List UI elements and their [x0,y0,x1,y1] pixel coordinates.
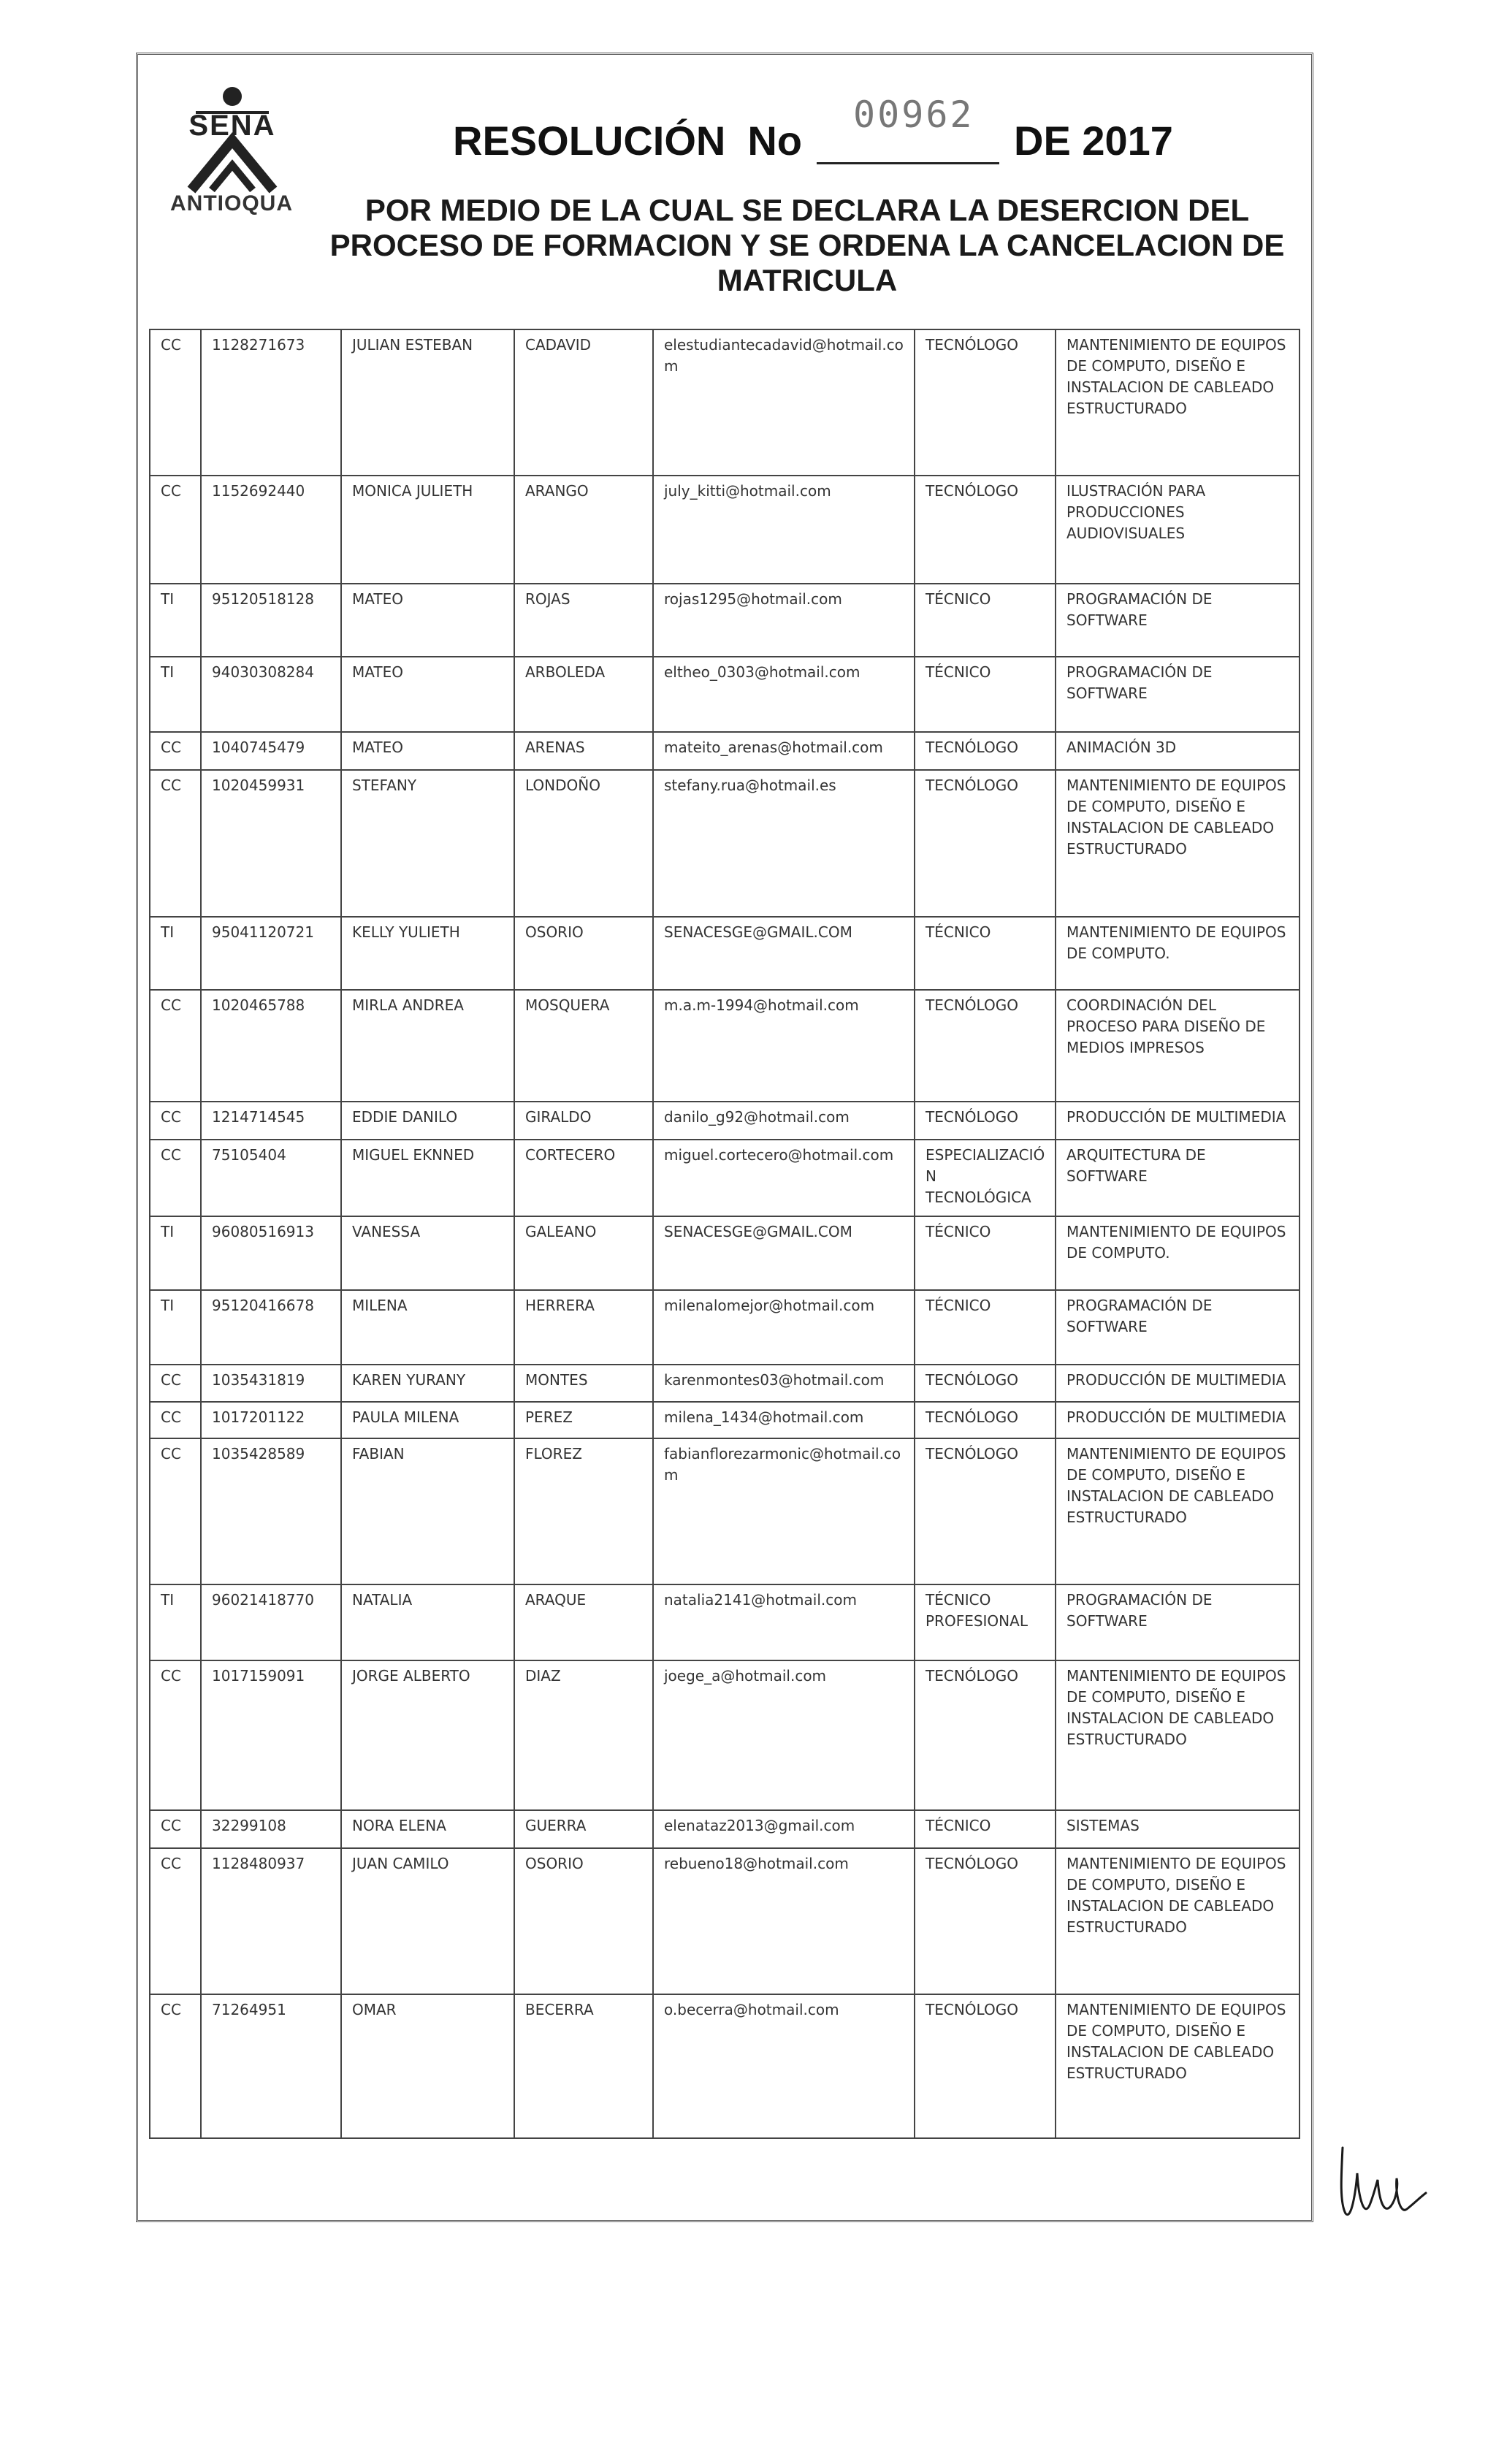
cell-correo: rebueno18@hotmail.com [653,1848,915,1994]
cell-apellido: ARAQUE [514,1584,653,1660]
table-row [150,657,1300,732]
cell-documento: 1020459931 [201,770,341,917]
cell-tipo: CC [150,1994,201,2138]
cell-programa: PROGRAMACIÓN DE SOFTWARE [1056,1584,1300,1660]
cell-correo: milena_1434@hotmail.com [653,1402,915,1438]
cell-programa: MANTENIMIENTO DE EQUIPOS DE COMPUTO, DISEÑO E INSTALACION DE CABLEADO ESTRUCTURADO [1056,329,1300,476]
cell-nombres: STEFANY [341,770,514,917]
cell-nivel: TÉCNICO PROFESIONAL [915,1584,1056,1660]
table-row [150,1216,1300,1290]
cell-documento: 95120518128 [201,584,341,657]
cell-nivel: TÉCNICO [915,917,1056,990]
cell-correo: SENACESGE@GMAIL.COM [653,1216,915,1290]
cell-apellido: ROJAS [514,584,653,657]
cell-tipo: CC [150,1438,201,1584]
cell-correo: SENACESGE@GMAIL.COM [653,917,915,990]
cell-nivel: TECNÓLOGO [915,329,1056,476]
cell-programa: MANTENIMIENTO DE EQUIPOS DE COMPUTO, DISEÑO E INSTALACION DE CABLEADO ESTRUCTURADO [1056,1438,1300,1584]
cell-programa: ANIMACIÓN 3D [1056,732,1300,770]
cell-nombres: JUAN CAMILO [341,1848,514,1994]
cell-nombres: MONICA JULIETH [341,476,514,584]
title-year: DE 2017 [1014,118,1173,164]
table-row [150,732,1300,770]
cell-programa: ARQUITECTURA DE SOFTWARE [1056,1140,1300,1216]
cell-nivel: TÉCNICO [915,1216,1056,1290]
cell-documento: 1017201122 [201,1402,341,1438]
cell-nombres: OMAR [341,1994,514,2138]
cell-documento: 32299108 [201,1810,341,1848]
cell-programa: PRODUCCIÓN DE MULTIMEDIA [1056,1402,1300,1438]
cell-nivel: TECNÓLOGO [915,770,1056,917]
cell-correo: milenalomejor@hotmail.com [653,1290,915,1365]
cell-correo: karenmontes03@hotmail.com [653,1365,915,1402]
cell-tipo: TI [150,917,201,990]
cell-tipo: CC [150,1140,201,1216]
cell-apellido: GIRALDO [514,1102,653,1140]
table-row [150,476,1300,584]
cell-correo: elenataz2013@gmail.com [653,1810,915,1848]
table-row [150,1140,1300,1216]
cell-nivel: TECNÓLOGO [915,1365,1056,1402]
cell-programa: PRODUCCIÓN DE MULTIMEDIA [1056,1365,1300,1402]
cell-apellido: CADAVID [514,329,653,476]
cell-tipo: CC [150,1402,201,1438]
cell-apellido: PEREZ [514,1402,653,1438]
cell-programa: PROGRAMACIÓN DE SOFTWARE [1056,1290,1300,1365]
cell-nombres: JORGE ALBERTO [341,1660,514,1810]
cell-nivel: ESPECIALIZACIÓN TECNOLÓGICA [915,1140,1056,1216]
students-table [149,329,1300,2139]
resolution-number-line [817,94,999,164]
cell-documento: 1020465788 [201,990,341,1102]
cell-nivel: TECNÓLOGO [915,1994,1056,2138]
cell-correo: stefany.rua@hotmail.es [653,770,915,917]
cell-correo: miguel.cortecero@hotmail.com [653,1140,915,1216]
cell-apellido: OSORIO [514,1848,653,1994]
cell-nivel: TECNÓLOGO [915,1402,1056,1438]
cell-documento: 94030308284 [201,657,341,732]
cell-apellido: BECERRA [514,1994,653,2138]
cell-tipo: TI [150,584,201,657]
cell-programa: PROGRAMACIÓN DE SOFTWARE [1056,584,1300,657]
cell-correo: joege_a@hotmail.com [653,1660,915,1810]
cell-nivel: TÉCNICO [915,1290,1056,1365]
cell-tipo: TI [150,1584,201,1660]
cell-nombres: EDDIE DANILO [341,1102,514,1140]
table-row [150,584,1300,657]
cell-documento: 1128480937 [201,1848,341,1994]
title-no-label: No [747,118,803,164]
cell-documento: 1040745479 [201,732,341,770]
cell-apellido: HERRERA [514,1290,653,1365]
cell-documento: 96080516913 [201,1216,341,1290]
cell-nivel: TECNÓLOGO [915,1102,1056,1140]
cell-programa: COORDINACIÓN DEL PROCESO PARA DISEÑO DE MEDIOS IMPRESOS [1056,990,1300,1102]
cell-nombres: KAREN YURANY [341,1365,514,1402]
cell-tipo: CC [150,1660,201,1810]
cell-documento: 95120416678 [201,1290,341,1365]
cell-apellido: ARANGO [514,476,653,584]
cell-documento: 1035428589 [201,1438,341,1584]
table-row [150,990,1300,1102]
cell-tipo: CC [150,770,201,917]
cell-tipo: CC [150,1365,201,1402]
table-row [150,1994,1300,2138]
cell-programa: PROGRAMACIÓN DE SOFTWARE [1056,657,1300,732]
cell-tipo: CC [150,732,201,770]
table-row [150,1290,1300,1365]
cell-documento: 1017159091 [201,1660,341,1810]
cell-nivel: TECNÓLOGO [915,732,1056,770]
cell-nivel: TÉCNICO [915,1810,1056,1848]
cell-apellido: ARENAS [514,732,653,770]
cell-correo: july_kitti@hotmail.com [653,476,915,584]
table-row [150,770,1300,917]
cell-programa: PRODUCCIÓN DE MULTIMEDIA [1056,1102,1300,1140]
cell-documento: 1035431819 [201,1365,341,1402]
cell-documento: 1214714545 [201,1102,341,1140]
cell-nombres: MATEO [341,732,514,770]
cell-nombres: VANESSA [341,1216,514,1290]
cell-tipo: TI [150,657,201,732]
cell-apellido: LONDOÑO [514,770,653,917]
resolution-number: 00962 [853,94,974,136]
svg-text:SENA: SENA [188,110,276,142]
cell-tipo: CC [150,1848,201,1994]
cell-nombres: MILENA [341,1290,514,1365]
cell-nivel: TECNÓLOGO [915,1438,1056,1584]
cell-apellido: OSORIO [514,917,653,990]
cell-programa: SISTEMAS [1056,1810,1300,1848]
signature-initials-icon [1335,2133,1430,2228]
table-row [150,1660,1300,1810]
cell-correo: elestudiantecadavid@hotmail.com [653,329,915,476]
cell-nombres: MATEO [341,657,514,732]
cell-nivel: TECNÓLOGO [915,476,1056,584]
cell-nivel: TECNÓLOGO [915,1660,1056,1810]
table-row [150,1848,1300,1994]
table-row [150,1584,1300,1660]
cell-nombres: PAULA MILENA [341,1402,514,1438]
table-row [150,917,1300,990]
cell-documento: 1128271673 [201,329,341,476]
cell-nombres: JULIAN ESTEBAN [341,329,514,476]
cell-documento: 75105404 [201,1140,341,1216]
cell-tipo: TI [150,1290,201,1365]
cell-tipo: CC [150,1102,201,1140]
cell-programa: MANTENIMIENTO DE EQUIPOS DE COMPUTO. [1056,1216,1300,1290]
cell-apellido: MONTES [514,1365,653,1402]
cell-nombres: MATEO [341,584,514,657]
cell-apellido: DIAZ [514,1660,653,1810]
cell-nivel: TÉCNICO [915,657,1056,732]
cell-nombres: NATALIA [341,1584,514,1660]
table-row [150,1365,1300,1402]
cell-nombres: NORA ELENA [341,1810,514,1848]
cell-programa: MANTENIMIENTO DE EQUIPOS DE COMPUTO. [1056,917,1300,990]
cell-documento: 1152692440 [201,476,341,584]
cell-correo: fabianflorezarmonic@hotmail.com [653,1438,915,1584]
cell-tipo: TI [150,1216,201,1290]
cell-programa: MANTENIMIENTO DE EQUIPOS DE COMPUTO, DISEÑO E INSTALACION DE CABLEADO ESTRUCTURADO [1056,1994,1300,2138]
cell-correo: mateito_arenas@hotmail.com [653,732,915,770]
page-subtitle: POR MEDIO DE LA CUAL SE DECLARA LA DESERCION DEL PROCESO DE FORMACION Y SE ORDENA LA CANCELACION DE MATRICULA [329,193,1285,297]
cell-apellido: FLOREZ [514,1438,653,1584]
table-row [150,1102,1300,1140]
cell-correo: m.a.m-1994@hotmail.com [653,990,915,1102]
cell-apellido: ARBOLEDA [514,657,653,732]
cell-documento: 95041120721 [201,917,341,990]
cell-nombres: MIGUEL EKNNED [341,1140,514,1216]
cell-apellido: GUERRA [514,1810,653,1848]
cell-tipo: CC [150,476,201,584]
cell-nombres: KELLY YULIETH [341,917,514,990]
cell-nivel: TECNÓLOGO [915,1848,1056,1994]
cell-documento: 71264951 [201,1994,341,2138]
cell-correo: danilo_g92@hotmail.com [653,1102,915,1140]
cell-tipo: CC [150,990,201,1102]
logo-region-label: ANTIOQUA [170,191,293,215]
cell-correo: o.becerra@hotmail.com [653,1994,915,2138]
cell-apellido: MOSQUERA [514,990,653,1102]
cell-nivel: TÉCNICO [915,584,1056,657]
cell-programa: MANTENIMIENTO DE EQUIPOS DE COMPUTO, DISEÑO E INSTALACION DE CABLEADO ESTRUCTURADO [1056,770,1300,917]
table-row [150,1810,1300,1848]
table-row [150,329,1300,476]
cell-correo: rojas1295@hotmail.com [653,584,915,657]
cell-nivel: TECNÓLOGO [915,990,1056,1102]
cell-nombres: MIRLA ANDREA [341,990,514,1102]
cell-correo: eltheo_0303@hotmail.com [653,657,915,732]
cell-documento: 96021418770 [201,1584,341,1660]
page-title [453,94,1173,164]
title-prefix: RESOLUCIÓN [453,118,726,164]
cell-apellido: GALEANO [514,1216,653,1290]
cell-programa: MANTENIMIENTO DE EQUIPOS DE COMPUTO, DISEÑO E INSTALACION DE CABLEADO ESTRUCTURADO [1056,1848,1300,1994]
cell-programa: MANTENIMIENTO DE EQUIPOS DE COMPUTO, DISEÑO E INSTALACION DE CABLEADO ESTRUCTURADO [1056,1660,1300,1810]
cell-nombres: FABIAN [341,1438,514,1584]
cell-tipo: CC [150,329,201,476]
cell-apellido: CORTECERO [514,1140,653,1216]
cell-tipo: CC [150,1810,201,1848]
cell-programa: ILUSTRACIÓN PARA PRODUCCIONES AUDIOVISUALES [1056,476,1300,584]
table-row [150,1438,1300,1584]
cell-correo: natalia2141@hotmail.com [653,1584,915,1660]
table-row [150,1402,1300,1438]
